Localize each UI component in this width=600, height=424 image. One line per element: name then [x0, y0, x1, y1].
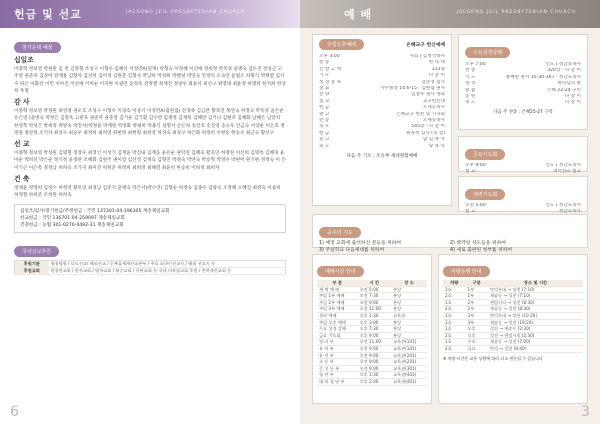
sunday-service-box	[312, 34, 452, 206]
table-header: 시 간	[358, 280, 391, 286]
table-cell: 2부	[467, 306, 475, 312]
table-row	[443, 319, 583, 326]
prayer-item: 2) 병역한 성도들을 위하여	[450, 241, 506, 246]
table-cell: 성전 → 재송동 (2:30)	[489, 326, 531, 332]
table-cell: 3부	[467, 312, 475, 318]
table-cell: 2호	[445, 306, 452, 312]
table-cell: 1호	[445, 299, 452, 305]
service-row-label: 설 교	[465, 169, 476, 175]
section-text-thanks: 이종혁 정보영 박성원 최영정 권오호 조성구 이형우 지경호 이상기 이경민A(집원집) 전경목 김금란 황호연 목연숙 허정숙 박옥경 윤은순 유은영 (윤병숙 박정은 김명옥 고판호 권준자 권준영 김기순 김기환 김수영 김재정 김재희 김혜란 김기나 김현주 김혜화 남혜은 남궁치 한영복 박성은 박세정 박관숙 박진서(박정용 박재원 박정화 박평희 박용식 설명서 손은희 송인호 송진영 송소우 안금숙 어상운 이은효 정정용 정찬희 조기자 최성구 최승우 최정희 최희영 하현희 최현형 최희영 허경숙 최경구 허은화 허정희 이현승 한승수 최근숙 황선구	[14, 109, 285, 136]
service-row-label: 기 도	[465, 74, 476, 80]
left-header-title: 헌금 및 선교	[14, 8, 82, 21]
service-row	[319, 144, 445, 150]
table-cell: 오후 1:30	[359, 372, 379, 378]
left-header-subtitle: JAESONG JEIL PRESBYTERIAN CHURCH	[126, 10, 246, 15]
table-cell: 오후 3:00	[359, 319, 379, 325]
table-row	[15, 261, 286, 268]
sunday-rows	[319, 54, 445, 150]
service-row-value: 강준경 집사	[421, 79, 445, 85]
table-row	[443, 299, 583, 306]
table-row	[317, 306, 427, 313]
table-cell: 오후 7:30	[359, 326, 379, 332]
table-cell: 금요	[467, 345, 476, 351]
table-cell: 재송동 → 성전 (8:30)	[489, 306, 531, 312]
table-cell: 교육관(101)	[393, 345, 417, 351]
table-cell: 오후 2:00	[359, 378, 379, 384]
service-row-value: 4석친교 설교	[554, 169, 581, 175]
right-header	[300, 0, 600, 28]
table-row	[317, 332, 427, 339]
table-header: 부 분	[317, 280, 358, 286]
service-row-value: 임장우 권사 성회	[411, 92, 445, 98]
table-row	[317, 312, 427, 319]
service-row-value: 당 목 사	[428, 143, 445, 149]
service-row-label: 오후 7:00	[465, 62, 486, 67]
right-page	[300, 0, 600, 424]
account-line: 십일조/감사/절기헌금/주정헌금 : 국민 137301-04-196305 재송제일교회	[20, 209, 170, 215]
table-cell: 금요 기도회	[319, 332, 341, 338]
table-cell: 교육관(401)	[393, 372, 417, 378]
service-row-label: 성 경 봉 독	[319, 79, 342, 85]
service-row-label: 오후 9:00	[465, 163, 486, 168]
table-header: 장소 및 시간	[488, 280, 583, 286]
vehicle-note: ※ 차량 시간은 교통 상황에 따라 다소 변동될 수 있습니다	[443, 355, 543, 361]
table-cell: 주일 2부 예배	[319, 299, 345, 305]
table-row	[443, 339, 583, 346]
prayer-item: 1) 예정 교회에 출석하신 분들을 위하여	[319, 241, 402, 246]
table-cell: 본당	[393, 319, 402, 325]
service-row-value: 313장	[431, 66, 445, 72]
table-cell: 2호	[445, 345, 452, 351]
section-text-tithe: 이종혁 정보영 박성원 김 천 김명철 조성구 이형우·김혜석 이경민A(연재) 곽형숙 이정혜 이선애 정희정 박옥경 윤병숙 김두진 강성근 고주영 권준자 김경미 강재홍 김향자 김선희 김미경 김원춘 김형사 박남희 박성희 박행실 박연숙 안정덕 오숙연 윤범소 차명식 박채열 김지수 하은 이화강 이민 이아진 이선애 이미순 이지현 이광연 윤정옥 전정열 정재진 정당우 최윤석 최선구 최영대 최윤정 허명희 한지희 한상희 투명	[14, 67, 286, 94]
table-cell: 만덕롯데 → 성전 (10:20)	[489, 312, 538, 318]
friday-rows	[465, 163, 581, 176]
schedule-pill: 예배시간 안내	[317, 266, 364, 277]
table-cell: 2호	[445, 319, 452, 325]
service-row-label: 설 교	[319, 98, 330, 104]
table-cell: 재송동 → 성전 (7:10)	[489, 293, 531, 299]
table-cell: 새 벽 예 배	[319, 286, 340, 292]
offering-sections	[14, 57, 286, 199]
table-cell: 재송동 → 성전 (7:00)	[489, 339, 531, 345]
table-row	[317, 372, 427, 379]
service-row	[465, 100, 581, 106]
service-row-label: 광 고	[319, 111, 330, 117]
table-cell: 1호	[445, 339, 452, 345]
table-cell: 만덕 → 성전 (8:40)	[489, 345, 527, 351]
service-row-value: 320장 · 다 같 이	[547, 68, 581, 74]
service-row-label: 찬 송	[465, 68, 476, 74]
service-row-value: 은혜 22-24 구역	[546, 87, 581, 93]
service-row-value: 정남호목사	[558, 209, 581, 215]
wednesday-rows	[465, 62, 581, 107]
service-row-value: 교구헌신대	[422, 98, 445, 104]
service-row-value: 다 같 이	[428, 73, 445, 79]
table-cell: 1호	[445, 312, 452, 318]
service-row-value: 545장 · 다 같 이	[411, 124, 445, 130]
table-row	[443, 326, 583, 333]
table-cell: 주일 1부 예배	[319, 293, 345, 299]
service-row-label: 축 도	[465, 100, 476, 106]
service-row-label: 찬 양	[319, 92, 330, 98]
prayer-pill: 공주의 기도	[319, 227, 361, 238]
sunday-footer: 다음 주 기도 : 조유부 세대원함예배	[346, 154, 418, 160]
service-row-label: 오전 5:00	[465, 203, 486, 208]
service-row-label: 성 경	[465, 81, 476, 87]
table-cell: 오전 9:00	[359, 352, 379, 358]
offering-pill: 창가운데 예물	[14, 42, 61, 53]
service-row-value: 인도 | 정남호목사	[545, 203, 581, 208]
schedule-table	[317, 280, 427, 386]
table-row	[317, 299, 427, 306]
table-cell: 오전 7:30	[359, 293, 379, 299]
page-number-left: 6	[10, 404, 19, 420]
table-cell: 청년 예배	[319, 312, 337, 318]
table-cell: 1호	[445, 326, 452, 332]
table-cell: 대 학 청 년 부	[319, 378, 345, 384]
service-row-value: 담 임 목 사	[422, 137, 445, 143]
left-header	[0, 0, 300, 28]
table-cell: 오전 9:00	[359, 365, 379, 371]
table-row	[317, 293, 427, 300]
right-header-title: 예 배	[344, 8, 373, 21]
table-cell: 2호	[445, 293, 452, 299]
service-row-value: 홍예원 권사 35:30-367 · 정남호목사	[505, 74, 581, 80]
table-cell: 본당	[393, 293, 402, 299]
section-title-thanks: 감 사	[14, 98, 30, 107]
mission-value: 영청병원 / 다도선교/ 해외선교 / 순복음세계선교본부 / 주요 외국인선교사 / 해외 선교지 등	[50, 261, 216, 267]
service-row-label: 설 교	[319, 86, 330, 92]
account-line: 선교헌금 : 국민 136701-04-259097 재송제일교회	[20, 216, 125, 222]
table-cell: 1부	[467, 293, 475, 299]
service-row-label: 축 도	[319, 143, 330, 149]
table-row	[443, 345, 583, 352]
service-row-label: 봉 헌	[465, 94, 476, 100]
section-title-mission: 선 교	[14, 140, 30, 149]
table-cell: 오전 11:00	[359, 306, 382, 312]
table-row	[443, 306, 583, 313]
table-cell: 교육관(101)	[393, 339, 417, 345]
table-row	[317, 326, 427, 333]
service-row-label: 오후 3:00	[319, 54, 340, 59]
service-row-value: 하나님의 말	[557, 81, 581, 87]
wednesday-service-box	[458, 34, 588, 130]
table-cell: 3부	[467, 319, 475, 325]
service-row-label: 헌 금	[319, 130, 330, 136]
vehicle-box	[438, 254, 588, 404]
table-header: 장 소	[391, 280, 427, 286]
mission-support-table	[14, 260, 286, 274]
table-cell: 수요	[467, 339, 476, 345]
service-row-value: 최권정 김사 (의 장)	[405, 130, 445, 136]
table-cell: 만덕롯데 → 성전 (7:10)	[489, 286, 535, 292]
table-row	[317, 319, 427, 326]
table-row	[317, 378, 427, 385]
table-cell: 1호	[445, 286, 452, 292]
table-cell: 2부	[467, 299, 475, 305]
page-number-right: 3	[581, 404, 590, 420]
table-cell: 오후	[467, 326, 476, 332]
service-row-label: 설 교	[465, 209, 476, 215]
table-row	[317, 339, 427, 346]
table-cell: 오후 9:00	[359, 332, 379, 338]
table-header: 구분	[465, 280, 487, 286]
mission-label: 후원교회	[15, 268, 49, 275]
service-row-label: 말 씀	[465, 87, 476, 93]
account-box	[14, 204, 286, 233]
table-cell: 교육관	[393, 312, 406, 318]
section-title-building: 건 축	[14, 174, 30, 183]
section-title-tithe: 십일조	[14, 56, 34, 64]
table-cell: 성전 → 센텀시티 (2:30)	[489, 332, 535, 338]
service-row-label: 축 도	[319, 124, 330, 130]
right-header-subtitle: JAESONG JEIL PRESBYTERIAN CHURCH	[456, 10, 576, 15]
table-row	[443, 293, 583, 300]
table-cell: 본당	[393, 286, 402, 292]
table-cell: 교육관(401)	[393, 378, 417, 384]
vehicle-pill: 차량운행 안내	[443, 266, 490, 277]
account-line: 건축헌금 : 농협 301-0270-4492-31 재송제일교회	[20, 223, 124, 229]
table-cell: 주일 3부 예배	[319, 306, 345, 312]
table-cell: 센텀시티 → 성전 (8:30)	[489, 299, 535, 305]
service-row-value: 은혜교구 헌신 및 기자회	[396, 111, 445, 117]
service-row-value: 다 같 이	[564, 94, 581, 100]
service-row-value: 한 다 대	[428, 60, 445, 66]
table-cell: 1부	[467, 286, 475, 292]
prayer-item: 4) 새로 출판된 청부를 위하여	[450, 248, 512, 253]
wednesday-pill: 수요성경강해	[465, 47, 510, 58]
table-row	[317, 345, 427, 352]
table-cell: 본당	[393, 332, 402, 338]
service-row-value: 사회 | 김정석목사	[409, 54, 445, 59]
service-row-label: 광 고	[319, 137, 330, 143]
sunday-sub: 은혜교구 헌신예배	[406, 43, 445, 48]
service-row	[465, 169, 581, 175]
sunday-pill: 주일오후예배	[319, 39, 364, 50]
service-row-value: 오세동목사	[422, 105, 445, 111]
table-cell: 오전 5:00	[359, 286, 379, 292]
table-cell: 주일 오후 예배	[319, 319, 346, 325]
table-cell: 수요 성경 강해	[319, 326, 346, 332]
table-header-row	[317, 280, 427, 286]
section-text-mission: 이종혁 정보영 박성원 김명철 정장우 최영인 이성기 김재윤 박진내 김재웅 윤유순 권덕연 김혜숙 황호연 허정란 이선희 김명옥 김혜경 윤미순 박희선 박은순 정기정 윤정란 조혜화 김현주 권이랑 김선영 김정숙 김형민 박경숙 박연숙 박승혁 박영수 박현미 원기현 정정숙 이 은 이기근 이은옥 정정남 허희숙 조가지 최미진 허희준 허정희 최희정 최혜영 최윤희 한승희 이희정 최희자	[14, 151, 286, 171]
schedule-box	[312, 254, 432, 404]
section-text-building: 정재윤 정영희 김정수 허정연 황호연 최경남 김준지 윤병숙 박은서(박수연) 김형순 허정숙 김종수 김창숙 오정해 오혜진 최정숙 이중희 허정철 하희준 조희원 허희숙	[14, 186, 281, 199]
dawn-pill: 새벽기도회	[465, 189, 505, 200]
table-cell: 초 등 부	[319, 359, 334, 365]
table-cell: 오전 11:00	[359, 339, 382, 345]
service-row-label: 기 도	[319, 73, 330, 79]
service-row-value: 인도 | 정남호목사	[545, 62, 581, 67]
table-cell: 교육관(201)	[393, 359, 417, 365]
table-cell: 유 치 부	[319, 345, 334, 351]
table-cell: 재송동 → 성전 (10:20)	[489, 319, 534, 325]
service-row-value: 다 같 이	[564, 100, 581, 106]
vehicle-table	[443, 280, 583, 353]
table-cell: 오전 9:00	[359, 299, 379, 305]
table-cell: 본당	[393, 299, 402, 305]
table-cell: 2호	[445, 332, 452, 338]
friday-pill: 금요기도회	[465, 149, 505, 160]
table-cell: 오전 9:00	[359, 345, 379, 351]
friday-service-box	[458, 136, 588, 175]
service-row-value: 사무엘상 14:6-15 · 김현집 권사	[379, 86, 445, 92]
table-cell: 본당	[393, 306, 402, 312]
table-cell: 중 고 등 부	[319, 365, 340, 371]
dawn-service-box	[458, 176, 588, 215]
table-row	[443, 332, 583, 339]
table-row	[317, 365, 427, 372]
table-cell: 오후	[467, 332, 476, 338]
table-cell: 오후 1:30	[359, 312, 379, 318]
table-cell: 영 아 부	[319, 339, 334, 345]
service-row-value: 오세동목사	[422, 118, 445, 124]
table-cell: 본당	[393, 326, 402, 332]
mission-label: 후원기관	[15, 261, 49, 268]
table-header: 차량	[443, 280, 465, 286]
table-row	[317, 359, 427, 366]
table-row	[443, 312, 583, 319]
mission-support-pill: 국내선교후원	[14, 246, 59, 257]
table-row	[443, 286, 583, 293]
table-cell: 유 년 부	[319, 352, 334, 358]
table-cell: 교육관(201)	[393, 352, 417, 358]
table-row	[317, 352, 427, 359]
service-row-label: 찬 송	[319, 60, 330, 66]
prayer-item: 3) 주일학교 다음세대를 위하여	[319, 248, 385, 253]
table-cell: 오전 9:00	[359, 359, 379, 365]
service-row-value: 인도 | 정남호목사	[545, 163, 581, 168]
table-row	[317, 286, 427, 293]
service-row-label: 신 앙 고 백	[319, 66, 342, 72]
prayer-box	[312, 214, 588, 253]
table-cell: 교육관(301)	[393, 365, 417, 371]
service-row-label: 헌 금	[319, 105, 330, 111]
service-row-label: 찬 송	[319, 118, 330, 124]
mission-value: 원경현교회 / 원주교회 / 영주교회 / 새순교회 / 이판교회 등 국내 미자립교회 후원 / 충북제천교회 등	[50, 268, 232, 274]
table-cell: 청 년 부	[319, 372, 334, 378]
wednesday-footer: 다음 주 찬송 : 은혜25-27 구역	[493, 109, 553, 115]
table-row	[15, 268, 286, 275]
